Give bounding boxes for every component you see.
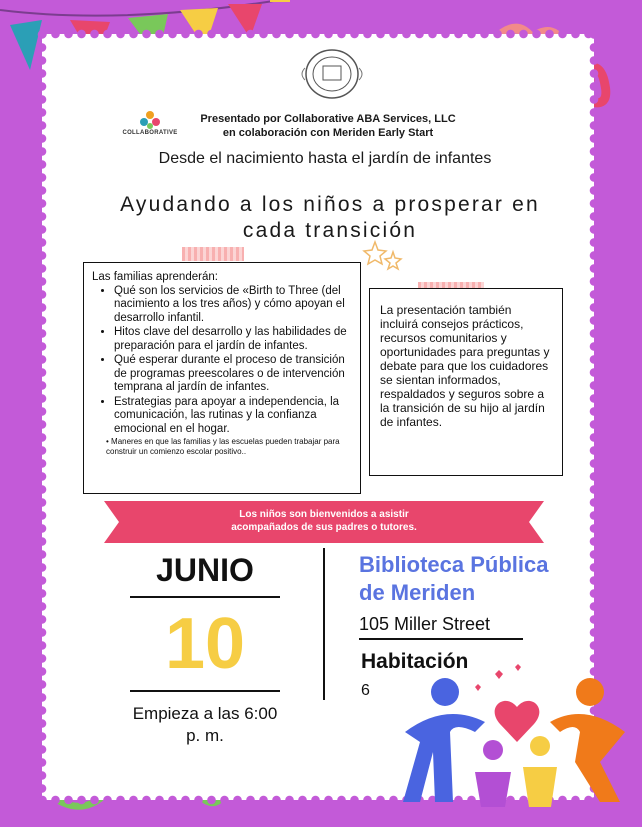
learn-heading: Las familias aprenderán: [92, 271, 218, 283]
divider [359, 638, 523, 640]
divider [130, 596, 280, 598]
collaborative-logo-icon [138, 110, 162, 130]
event-day: 10 [164, 604, 246, 684]
welcome-banner [104, 501, 544, 543]
start-time: Empieza a las 6:00 p. m. [132, 704, 278, 745]
list-item: • Qué esperar durante el proceso de transición de programas preescolares o de intervención temprana al jardín de infantes. [114, 354, 352, 395]
divider [130, 690, 280, 692]
collaborative-logo [115, 110, 185, 144]
banner-line: acompañados de sus padres o tutores. [231, 522, 417, 533]
presenter-text: Presentado por Collaborative ABA Services, LLC en colaboración con Meriden Early Start [200, 113, 456, 139]
list-item: • Estrategias para apoyar a independencia, la comunicación, las rutinas y la confianza emocional en el hogar. [114, 396, 352, 437]
logo-text: COLLABORATIVE [122, 130, 178, 136]
tape-decoration [182, 247, 244, 261]
venue-street: 105 Miller Street [359, 614, 491, 634]
banner-line: Los niños son bienvenidos a asistir [239, 509, 409, 520]
list-item: • Hitos clave del desarrollo y las habilidades de preparación para el jardín de infantes. [114, 326, 352, 353]
learn-box [83, 262, 361, 494]
event-month: JUNIO [156, 552, 254, 588]
learn-list [92, 285, 352, 458]
city-seal-icon [297, 48, 367, 100]
subtitle: Desde el nacimiento hasta el jardín de infantes [158, 150, 492, 167]
room-number: 6 [361, 682, 370, 699]
stars-icon [355, 240, 415, 280]
also-box: La presentación también incluirá consejos prácticos, recursos comunitarios y oportunidades para preguntas y debate para que los cuidadores se sientan informados, respaldados y seguros sobre a la transición de su hijo al jardín de infantes. [369, 288, 563, 476]
vertical-divider [323, 548, 325, 700]
venue-name: Biblioteca Pública de Meriden [359, 552, 549, 605]
list-item: • Maneres en que las familias y las escuelas pueden trabajar para construir un comienzo escolar positivo.. [106, 437, 340, 456]
page-title: Ayudando a los niños a prosperar en cada transición [120, 193, 540, 242]
room-label: Habitación [361, 650, 469, 673]
family-illustration-icon [375, 662, 635, 812]
list-item: • Qué son los servicios de «Birth to Three (del nacimiento a los tres años) y cómo apoyan el desarrollo infantil. [114, 285, 352, 326]
